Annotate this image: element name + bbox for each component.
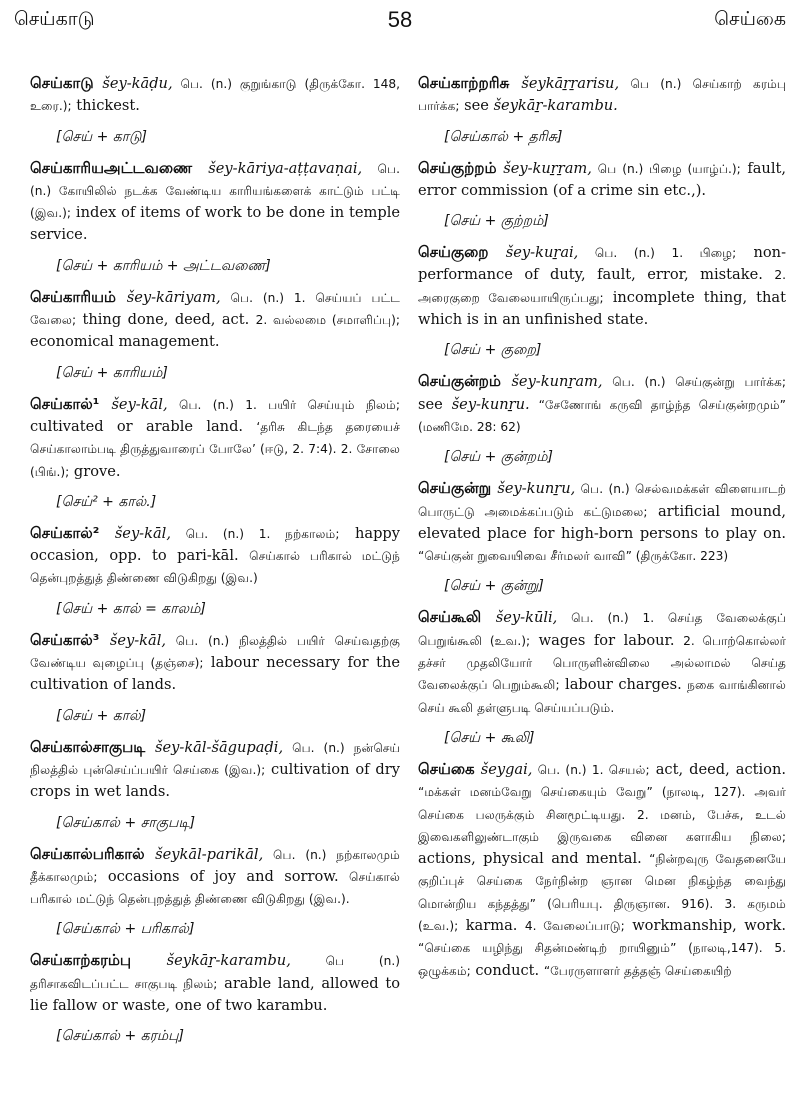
dictionary-entry	[30, 157, 400, 276]
entry-headword: செய்குற்றம்	[418, 158, 497, 177]
tamil-text: பெ (n.) தரிசாகவிடப்பட்ட சாகுபடி நிலம்;	[30, 954, 400, 991]
tamil-text: நகை வாங்கினால் செய் கூலி தள்ளுபடி செய்யப்படும்.	[418, 678, 786, 715]
entry-etymology: [செய் + குறை]	[444, 342, 542, 359]
tamil-text: பெ. (n.) 1. செயல்;	[532, 762, 650, 777]
entry-definition	[418, 241, 786, 331]
entry-headword: செய்கால்²	[30, 523, 100, 542]
entry-headword: செய்காற்றரிசு	[418, 74, 510, 92]
entry-transliteration: šey-kūli,	[495, 609, 558, 627]
entry-etymology: [செய் + காடு]	[56, 128, 147, 145]
tamil-text: பெ. (n.) 1. பிழை;	[578, 246, 737, 261]
entry-etymology: [செய் + கூலி]	[444, 729, 535, 746]
entry-etymology: [செய்கால் + கரம்பு]	[56, 1028, 184, 1045]
english-text: see	[459, 97, 494, 115]
tamil-text: பெ (n.) பிழை (யாழ்ப்.);	[591, 161, 741, 176]
tamil-text: பெ. (n.) செய்குன்று பார்க்க;	[602, 375, 786, 390]
english-text: see	[418, 395, 452, 413]
entry-transliteration: šeykāl-parikāl,	[155, 845, 264, 863]
entry-definition	[418, 157, 786, 203]
entry-etymology: [செய் + குற்றம்]	[444, 213, 549, 230]
english-text: happy occasion, opp. to pari-kāl.	[30, 524, 400, 565]
english-text: artificial mound, elevated place for high-born persons to play on.	[418, 502, 786, 542]
tamil-text: பெ. (n.) 1. நற்காலம்;	[170, 526, 340, 541]
english-text: cultivation of dry crops in wet lands.	[30, 760, 400, 801]
dictionary-entry	[418, 241, 786, 360]
english-text: actions, physical and mental.	[418, 850, 650, 868]
entry-definition	[30, 286, 400, 354]
dictionary-entry	[30, 843, 400, 940]
entry-transliteration: šey-kāl,	[111, 395, 168, 413]
dictionary-entry	[30, 629, 400, 726]
tamil-text: பெ (n.) செய்காற் கரம்பு பார்க்க;	[418, 77, 787, 114]
entry-headword: செய்காற்கரம்பு	[30, 951, 132, 970]
tamil-text: செய்கால் பரிகால் மட்டுந் தென்புறத்துத் திண்ணை விடுகிறது (இவ.).	[30, 869, 400, 907]
entry-headword: செய்காரியஅட்டவணை	[30, 158, 193, 177]
tamil-text: பெ. (n.) கோயிலில் நடக்க வேண்டிய காரியங்களைக் காட்டும் பட்டி (இவ.);	[30, 161, 400, 221]
dictionary-entry	[30, 72, 400, 147]
entry-etymology: [செய் + குன்று]	[444, 578, 544, 595]
tamil-text: பெ. (n.) 1. செய்யப் பட்ட வேலை;	[30, 290, 401, 328]
entry-etymology: [செய்கால் + தரிசு]	[444, 128, 563, 145]
dictionary-entry	[30, 522, 400, 619]
entry-transliteration: šey-kunṟu,	[497, 480, 576, 498]
entry-definition	[418, 72, 786, 118]
entry-etymology: [செய்கால் + பரிகால்]	[56, 921, 195, 938]
tamil-text: பெ. (n.) குறுங்காடு (திருக்கோ. 148, உரை.);	[30, 77, 401, 114]
english-text: karma.	[458, 917, 525, 935]
entry-headword: செய்கால்¹	[30, 394, 100, 413]
tamil-text: “மக்கள் மனம்வேறு செய்கையும் வேறு” (நாலடி, 127). அவர் செய்கை பலருக்கும் சினமூட்டியது. 2. மனம், பேச்சு, உடல் இவைகளிலுண்டாகும் இருவகை வினை களாகிய நிலை;	[418, 785, 786, 844]
entry-etymology: [செய் + கால் = காலம்]	[56, 600, 206, 617]
entry-definition	[30, 72, 400, 118]
dictionary-entry	[30, 393, 400, 512]
entry-definition	[30, 949, 400, 1017]
entry-etymology: [செய்² + கால்.]	[56, 493, 157, 510]
entry-transliteration: šey-kunṟam,	[511, 373, 603, 391]
entry-etymology: [செய் + குன்றம்]	[444, 449, 553, 466]
entry-definition	[30, 522, 400, 590]
entry-headword: செய்கால்³	[30, 630, 100, 649]
tamil-text: “செய்கை யழிந்து சிதன்மண்டிற் றாயினும்” (நாலடி,147). 5. ஒழுக்கம்;	[418, 941, 786, 978]
entry-transliteration: šey-kuṟai,	[505, 244, 579, 262]
entry-transliteration: šey-kāriyam,	[126, 288, 221, 306]
entry-etymology: [செய்கால் + சாகுபடி]	[56, 814, 196, 831]
tamil-text: “பேரருளாளர் தத்தஞ் செய்கையிற்	[543, 963, 732, 978]
page-header	[0, 0, 800, 44]
english-text: thing done, deed, act.	[76, 311, 256, 329]
entry-definition	[30, 157, 400, 247]
entry-transliteration: šey-kāriya-aṭṭavaṇai,	[208, 159, 363, 177]
left-column	[30, 72, 400, 1056]
running-head-left: செய்காடு	[14, 8, 95, 30]
english-text: arable land, allowed to lie fallow or waste, one of two karambu.	[30, 974, 400, 1015]
english-text: thickest.	[71, 97, 140, 115]
entry-transliteration: šeygai,	[480, 760, 533, 778]
english-text: act, deed, action.	[649, 760, 787, 778]
entry-transliteration: šey-kāl,	[114, 524, 171, 542]
entry-transliteration: šey-kāl,	[109, 631, 167, 649]
tamil-text: செய்கால் பரிகால் மட்டுந் தென்புறத்துத் திண்ணை விடுகிறது (இவ.)	[30, 549, 400, 586]
entry-headword: செய்குன்று	[418, 479, 492, 498]
tamil-text: பெ. (n.) நன்செய் நிலத்தில் புன்செய்ப்பயிர் செய்கை (இவ.);	[30, 740, 401, 777]
english-text: occasions of joy and sorrow.	[97, 867, 350, 885]
entry-transliteration: šeykāṟ-karambu,	[166, 952, 291, 970]
page-number: 58	[387, 7, 413, 32]
entry-headword: செய்குறை	[418, 243, 489, 262]
english-text: index of items of work to be done in temple service.	[30, 204, 400, 244]
english-text: šeykāṟ-karambu.	[493, 97, 618, 115]
english-text: wages for labour.	[530, 631, 684, 649]
english-text: workmanship, work.	[624, 917, 786, 935]
entry-definition	[30, 736, 400, 804]
dictionary-entry	[30, 736, 400, 833]
tamil-text: “சேணோங் கருவி தாழ்ந்த செய்குன்றமும்” (மணிமே. 28: 62)	[418, 397, 786, 434]
dictionary-entry	[418, 606, 786, 747]
english-text: grove.	[69, 462, 121, 480]
dictionary-entry	[418, 72, 786, 147]
tamil-text: பெ. (n.) 1. செய்த வேலைக்குப் பெறுங்கூலி (உவ.);	[418, 611, 786, 648]
entry-definition	[418, 758, 786, 982]
tamil-text: “செய்குன் றுவையிவை சீர்மலர் வாவி” (திருக்கோ. 223)	[418, 549, 729, 564]
entry-definition	[418, 477, 786, 567]
dictionary-entry	[30, 949, 400, 1046]
entry-transliteration: šey-kāḍu,	[102, 75, 173, 92]
entry-headword: செய்குன்றம்	[418, 372, 501, 391]
right-column	[418, 72, 786, 982]
tamil-text: “நின்றவுரு வேதனையே குறிப்புச் செய்கை நேர்நின்ற ஞான மென நிகழ்ந்த வைந்து மொன்றிய கந்தத்து” (பெரியபு. திருஞான. 916). 3. கருமம் (உவ.);	[418, 852, 786, 934]
entry-headword: செய்கால்சாகுபடி	[30, 737, 146, 756]
entry-transliteration: šey-kāl-šāgupaḍi,	[155, 738, 284, 756]
tamil-text: பெ. (n.) நிலத்தில் பயிர் செய்வதற்கு வேண்டிய வுழைப்பு (தஞ்சை);	[30, 633, 401, 671]
entry-headword: செய்கால்பரிகால்	[30, 844, 145, 863]
dictionary-entry	[418, 157, 786, 232]
entry-definition	[418, 370, 786, 438]
tamil-text: 2. வல்லமை (சமாளிப்பு);	[255, 313, 400, 328]
dictionary-entry	[418, 370, 786, 467]
entry-transliteration: šeykāṟṟarisu,	[521, 75, 620, 92]
entry-etymology: [செய் + கால்]	[56, 707, 147, 724]
dictionary-entry	[30, 286, 400, 383]
entry-definition	[30, 843, 400, 911]
entry-etymology: [செய் + காரியம்]	[56, 364, 168, 381]
entry-headword: செய்கூலி	[418, 608, 482, 627]
entry-transliteration: šey-kuṟṟam,	[503, 159, 592, 177]
english-text: incomplete thing, that which is in an unfinished state.	[418, 288, 786, 329]
dictionary-entry	[418, 758, 786, 982]
tamil-text: பெ. (n.) 1. பயிர் செய்யும் நிலம்;	[167, 397, 400, 412]
entry-headword: செய்கை	[418, 759, 475, 778]
tamil-text: ‘தரிசு கிடந்த தரையைச் செய்காலாம்படி திருத்துவாரைப் போலே’ (ஈடு, 2. 7:4). 2. சோலை (பிங்.);	[30, 419, 400, 479]
dictionary-entry	[418, 477, 786, 596]
entry-etymology: [செய் + காரியம் + அட்டவணை]	[56, 257, 271, 274]
tamil-text: 4. வேலைப்பாடு;	[524, 919, 625, 934]
english-text: non-performance of duty, fault, error, mistake.	[418, 244, 786, 284]
entry-headword: செய்காடு	[30, 74, 94, 92]
entry-definition	[30, 629, 400, 697]
tamil-text: 2. பொற்கொல்லர் தச்சர் முதலியோர் பொருளின்விலை அல்லாமல் செய்த வேலைக்குப் பெறும்கூலி;	[418, 633, 786, 693]
entry-definition	[418, 606, 786, 718]
english-text: labour necessary for the cultivation of lands.	[30, 654, 400, 694]
running-head-right: செய்கை	[714, 8, 786, 30]
tamil-text: பெ. (n.) நற்காலமும் தீக்காலமும்;	[30, 847, 400, 884]
english-text: šey-kunṟu.	[451, 395, 539, 413]
english-text: economical management.	[30, 333, 220, 351]
entry-headword: செய்காரியம்	[30, 287, 117, 306]
english-text: conduct.	[470, 961, 544, 979]
tamil-text: 2. அரைகுறை வேலையாயிருப்பது;	[418, 268, 786, 305]
tamil-text: பெ. (n.) செல்வமக்கள் விளையாடற் பொருட்டு அமைக்கப்படும் கட்டுமலை;	[418, 482, 786, 519]
english-text: fault, error commission (of a crime sin etc.,).	[418, 159, 786, 199]
entry-definition	[30, 393, 400, 483]
english-text: labour charges.	[559, 676, 688, 694]
english-text: cultivated or arable land.	[30, 417, 257, 435]
